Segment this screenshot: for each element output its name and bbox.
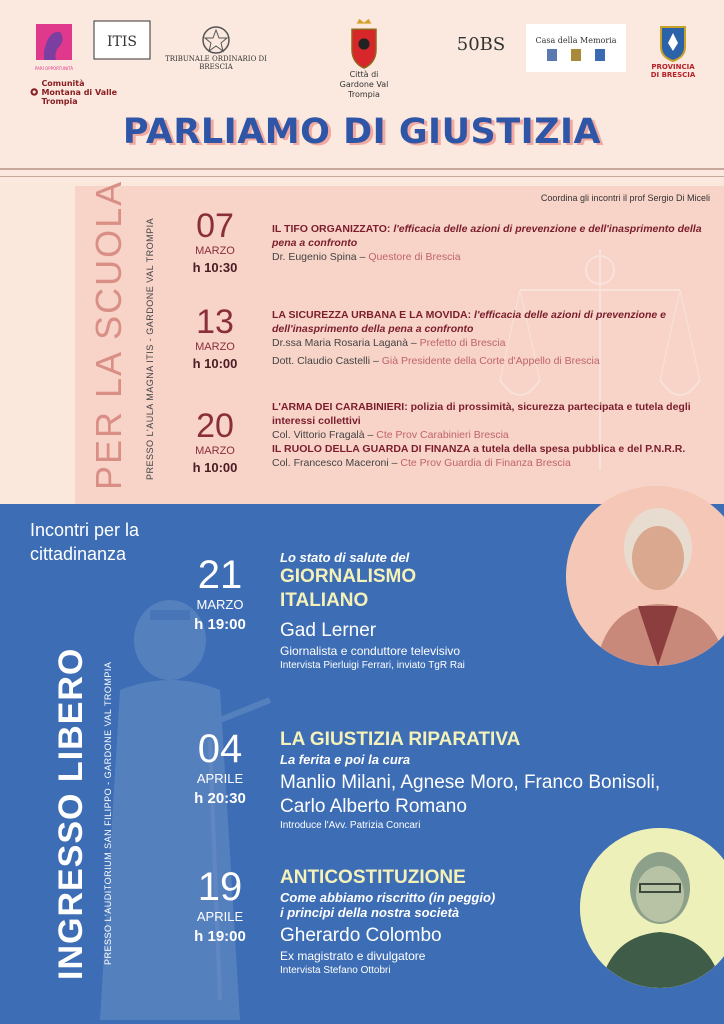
auditorium-text: PRESSO L'AUDITORIUM SAN FILIPPO - GARDONE VAL TROMPIA <box>103 661 113 965</box>
casa-memoria-logo <box>526 24 626 72</box>
comunita-text: Comunità Montana di Valle Trompia <box>41 78 118 106</box>
page-title: PARLIAMO DI GIUSTIZIA <box>122 112 602 152</box>
event-hour: h 20:30 <box>194 790 246 807</box>
school-vertical-title: PER LA SCUOLA <box>88 179 129 490</box>
event-subtitle: Lo stato di salute del <box>280 550 410 565</box>
school-event-date <box>180 304 250 374</box>
event-hour: h 10:00 <box>192 356 238 371</box>
speaker-role: Cte Prov Guardia di Finanza Brescia <box>400 457 571 469</box>
svg-text:ITIS: ITIS <box>107 34 137 50</box>
event-day: 19 <box>197 865 243 909</box>
speaker-role: Questore di Brescia <box>368 251 461 263</box>
school-event-date <box>180 208 250 278</box>
speaker-name: Dott. Claudio Castelli <box>272 355 371 367</box>
event-day: 07 <box>196 207 234 245</box>
crest-icon <box>571 49 581 61</box>
event-hour: h 10:30 <box>192 260 238 275</box>
event-month: MARZO <box>195 445 235 457</box>
interviewer-note: Intervista Stefano Ottobri <box>280 965 391 976</box>
pari-opportunita-logo <box>30 18 78 74</box>
tribunale-text: TRIBUNALE ORDINARIO DI BRESCIA <box>165 55 267 71</box>
citizen-heading <box>30 518 139 566</box>
city-event-details <box>280 728 660 833</box>
crest-icon <box>547 49 557 61</box>
event-month: MARZO <box>195 341 235 353</box>
city-event-details <box>280 866 495 978</box>
comunita-montana-logo <box>30 78 126 106</box>
event-hour: h 10:00 <box>192 460 238 475</box>
guest-names: Manlio Milani, Agnese Moro, Franco Bonisoli, <box>280 772 661 793</box>
event-title-italic: l'efficacia delle azioni di prevenzione e dell'inasprimento della pena a confronto <box>272 309 666 335</box>
event-title: LA GIUSTIZIA RIPARATIVA <box>280 729 521 750</box>
interviewer-note: Intervista Pierluigi Ferrari, inviato TgR Rai <box>280 660 465 671</box>
provincia-brescia-logo <box>648 18 698 84</box>
city-vertical-label <box>52 648 91 980</box>
event-title-italic: l'efficacia delle azioni di prevenzione e dell'inasprimento della pena a confronto <box>272 223 702 249</box>
speaker-role: Prefetto di Brescia <box>419 337 506 349</box>
pari-opportunita-text: PARI OPPORTUNITÀ <box>34 65 74 71</box>
event-title: ANTICOSTITUZIONE <box>280 867 466 888</box>
event-title: ITALIANO <box>280 590 369 611</box>
city-event-date <box>182 554 258 636</box>
crest-icon <box>595 49 605 61</box>
event-subtitle: La ferita e poi la cura <box>280 752 411 767</box>
city-event-details <box>280 550 465 673</box>
event-month: APRILE <box>196 909 244 924</box>
speaker-name: Dr.ssa Maria Rosaria Laganà <box>272 337 408 349</box>
guest-names: Carlo Alberto Romano <box>280 796 467 817</box>
speaker-name: Dr. Eugenio Spina <box>272 251 357 263</box>
guest-name: Gherardo Colombo <box>280 925 442 946</box>
school-location-text: PRESSO L'AULA MAGNA ITIS - GARDONE VAL TROMPIA <box>145 217 155 480</box>
city-event-date <box>182 866 258 948</box>
50bs-logo <box>452 26 510 62</box>
event-month: MARZO <box>195 245 235 257</box>
citizen-heading-line2: cittadinanza <box>30 544 127 564</box>
event-subtitle: Come abbiamo riscritto (in peggio) <box>280 890 496 905</box>
event-title: LA SICUREZZA URBANA E LA MOVIDA: <box>272 309 472 321</box>
citizen-heading-line1: Incontri per la <box>30 520 140 540</box>
event-title-2: IL RUOLO DELLA GUARDA DI FINANZA a tutela della spesa pubblica e del P.N.R.R. <box>272 443 686 455</box>
speaker-role: Già Presidente della Corte d'Appello di Brescia <box>381 355 600 367</box>
event-hour: h 19:00 <box>194 616 246 633</box>
city-event-date <box>182 728 258 810</box>
guest-desc: Giornalista e conduttore televisivo <box>280 644 461 658</box>
event-day: 20 <box>196 407 234 445</box>
50bs-text: 50BS <box>456 33 506 55</box>
provincia-text: PROVINCIA DI BRESCIA <box>650 63 696 79</box>
itis-logo <box>92 18 152 62</box>
event-subtitle: i principi della nostra società <box>280 905 460 920</box>
guest-desc: Ex magistrato e divulgatore <box>280 949 426 963</box>
speaker-role: Cte Prov Carabinieri Brescia <box>376 429 509 441</box>
event-month: APRILE <box>196 771 244 786</box>
school-event-details: IL TIFO ORGANIZZATO: l'efficacia delle azioni di prevenzione e dell'inasprimento della pena a confronto Dr. Eugenio Spina – Questore di Brescia <box>272 223 702 263</box>
coordinator-note: Coordina gli incontri il prof Sergio Di Miceli <box>540 193 710 203</box>
tribunale-logo <box>160 22 272 74</box>
divider <box>0 176 724 177</box>
school-vertical-label <box>88 180 130 490</box>
school-vertical-location <box>140 218 158 480</box>
event-title: IL TIFO ORGANIZZATO: <box>272 223 391 235</box>
speaker-name: Col. Vittorio Fragalà <box>272 429 365 441</box>
event-day: 04 <box>197 727 243 771</box>
citta-gardone-text: Città di Gardone Val Trompia <box>339 70 389 99</box>
guest-name: Gad Lerner <box>280 620 377 641</box>
casa-memoria-text: Casa della Memoria <box>535 35 617 45</box>
event-title: L'ARMA DEI CARABINIERI: polizia di prossimità, sicurezza partecipata e tutela degli interessi collettivi <box>272 401 691 427</box>
event-hour: h 19:00 <box>194 928 246 945</box>
event-day: 21 <box>197 553 243 597</box>
school-event-date <box>180 408 250 478</box>
city-vertical-location <box>98 662 116 965</box>
citta-gardone-logo <box>326 18 402 100</box>
speaker-name: Col. Francesco Maceroni <box>272 457 389 469</box>
event-day: 13 <box>196 303 234 341</box>
event-title: GIORNALISMO <box>280 566 417 587</box>
school-event-details: LA SICUREZZA URBANA E LA MOVIDA: l'efficacia delle azioni di prevenzione e dell'inasprimento della pena a confronto Dr.ssa Maria Rosaria Laganà – Prefetto di Brescia Dott. Claudio Castelli – Già Presidente della Corte d'Appello di Brescia <box>272 309 666 367</box>
introducer-note: Introduce l'Avv. Patrizia Concari <box>280 820 421 831</box>
divider <box>0 168 724 170</box>
ingresso-libero-text: INGRESSO LIBERO <box>52 647 90 980</box>
school-event-details: L'ARMA DEI CARABINIERI: polizia di prossimità, sicurezza partecipata e tutela degli interessi collettivi Col. Vittorio Fragalà – Cte Prov Carabinieri Brescia IL RUOLO DELLA GUARDA DI FINANZA a tutela della spesa pubblica e del P.N.R.R. Col. Francesco Maceroni – Cte Prov Guardia di Finanza Brescia <box>272 400 712 470</box>
event-month: MARZO <box>196 597 244 612</box>
